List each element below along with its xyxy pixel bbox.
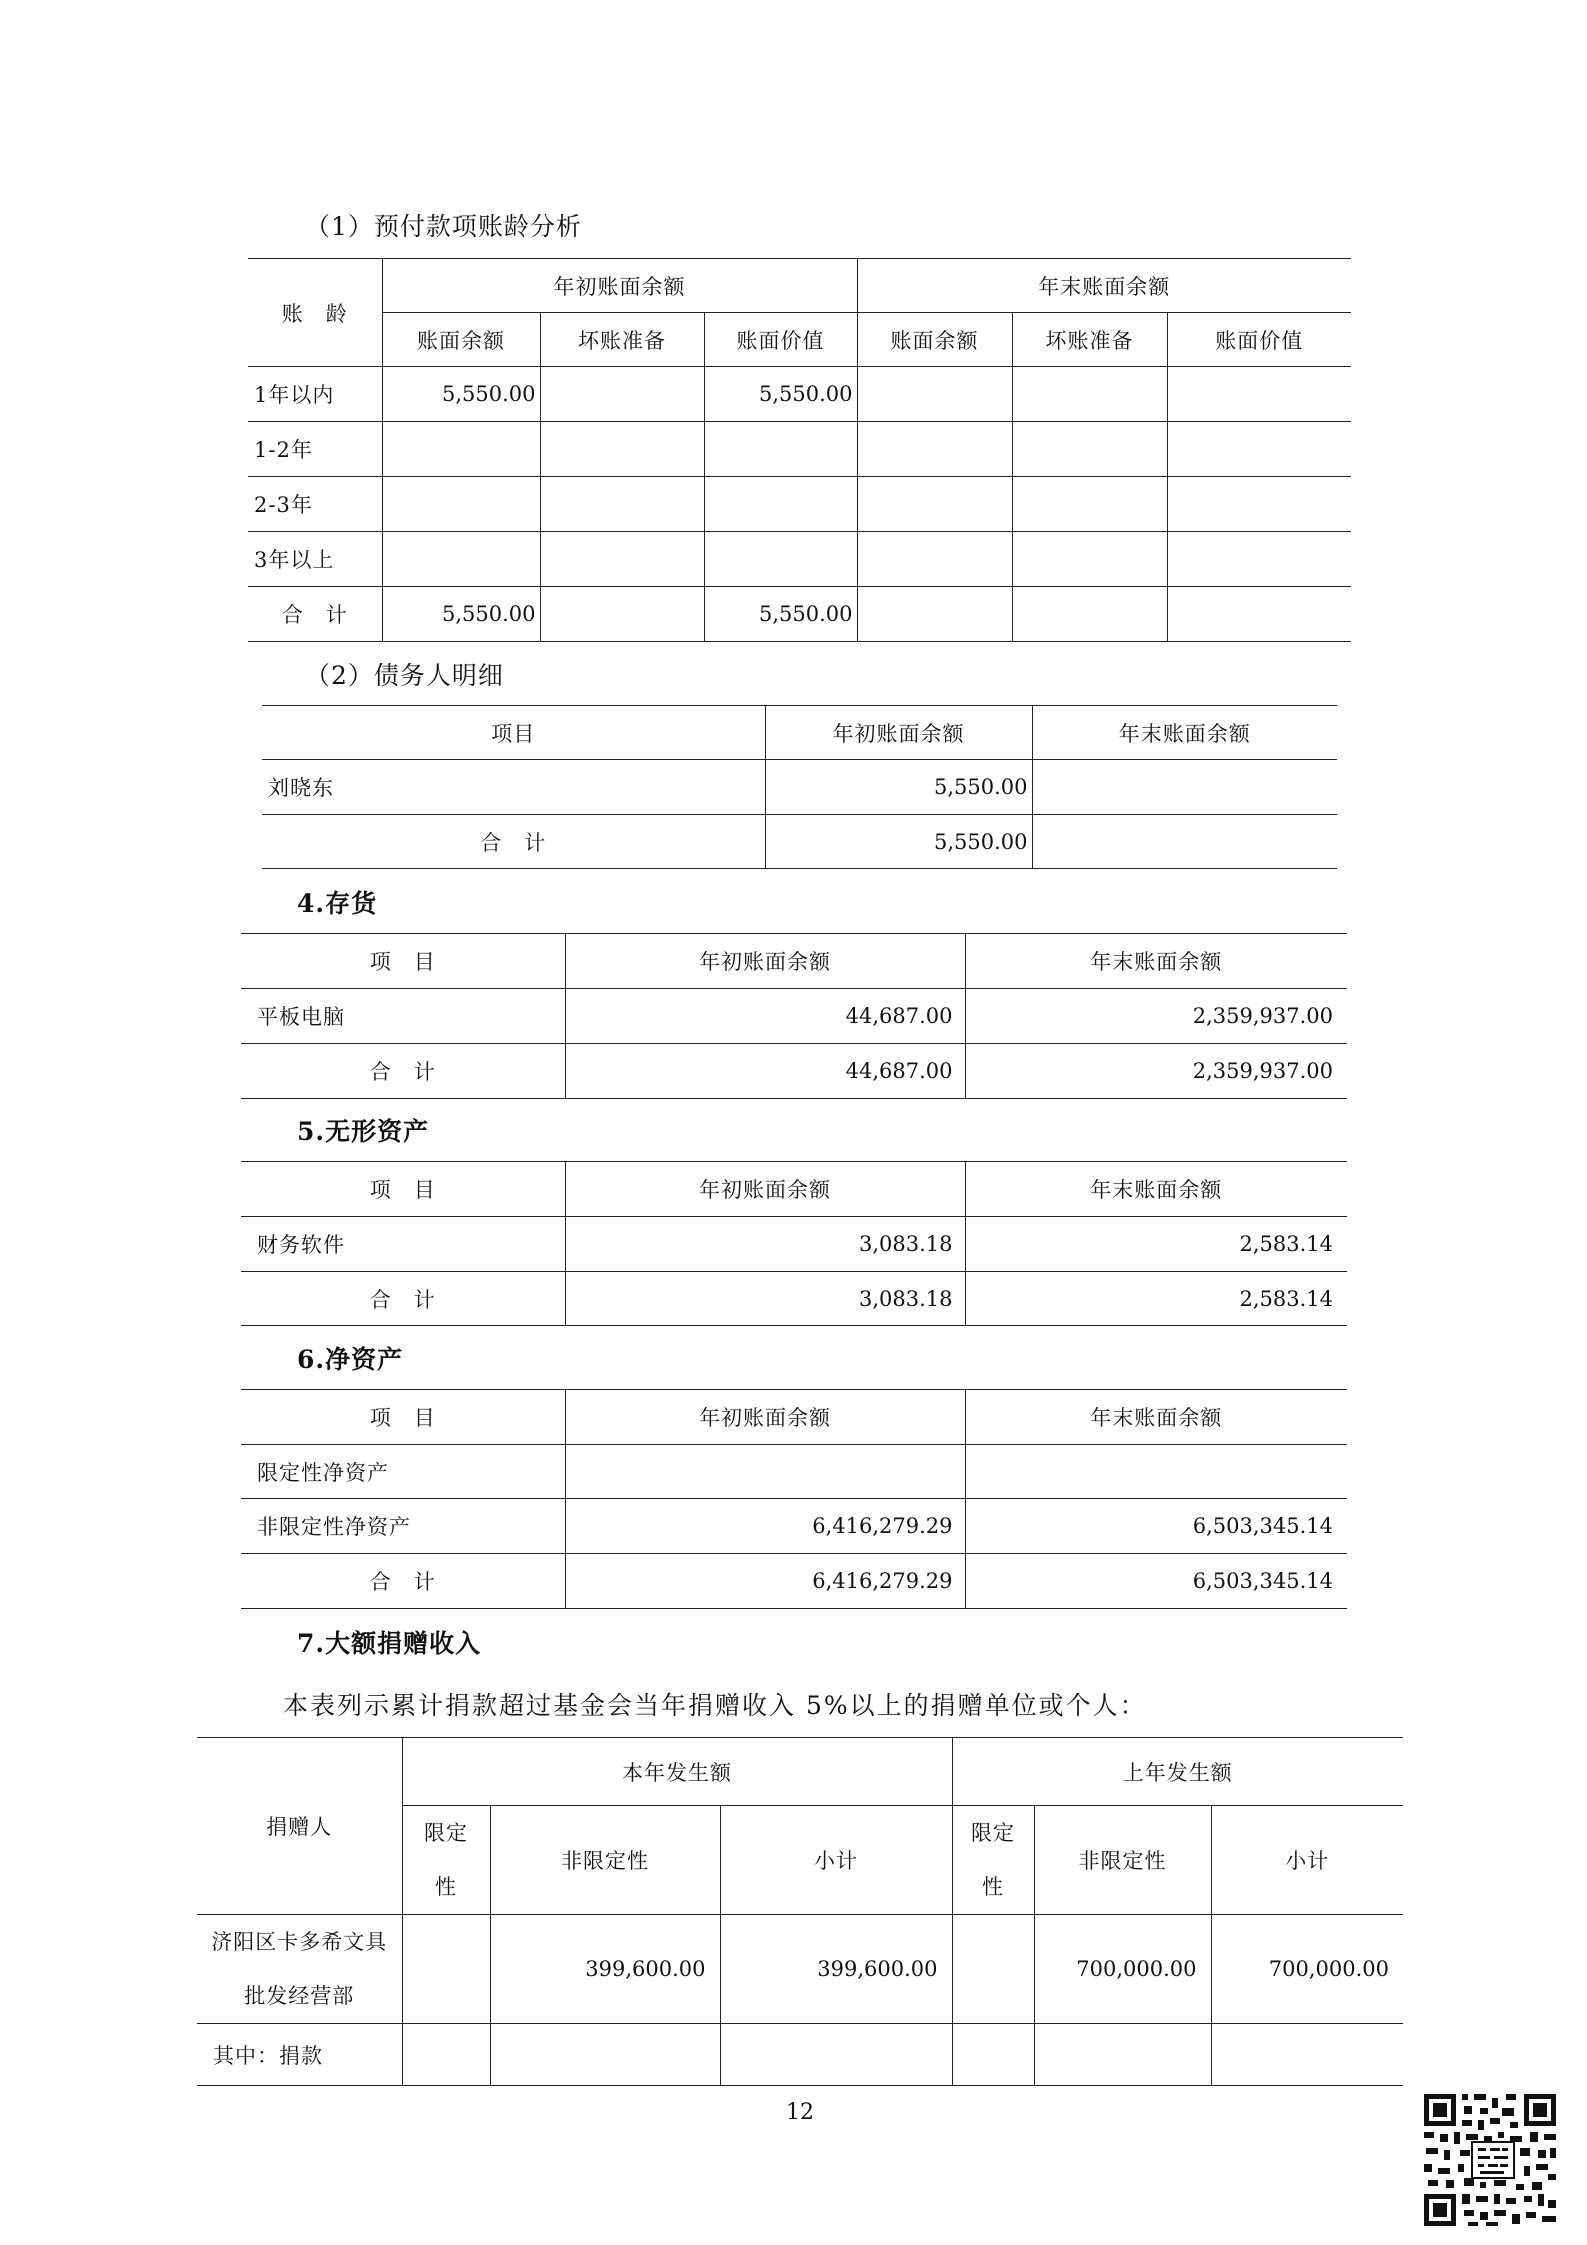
col-header: 年初账面余额 xyxy=(765,706,1032,760)
debtor-title: （2）债务人明细 xyxy=(305,661,504,690)
cell: 6,503,345.14 xyxy=(965,1554,1347,1609)
cell: 2,359,937.00 xyxy=(965,989,1347,1044)
cell xyxy=(402,2024,490,2086)
col-header: 项 目 xyxy=(241,1390,565,1445)
cell: 2,359,937.00 xyxy=(965,1044,1347,1099)
donation-title xyxy=(297,1624,481,1660)
sub-header: 坏账准备 xyxy=(540,313,704,367)
sub-header-subtotal: 小计 xyxy=(720,1806,952,1915)
cell: 5,550.00 xyxy=(765,760,1032,815)
cell: 44,687.00 xyxy=(565,989,965,1044)
col-header: 年初账面余额 xyxy=(565,1162,965,1217)
section-title: .无形资产 xyxy=(315,1117,430,1146)
end-balance-group-header: 年末账面余额 xyxy=(857,259,1351,313)
row-label: 合 计 xyxy=(241,1044,565,1099)
net-assets-title xyxy=(297,1340,403,1376)
cell xyxy=(1032,760,1337,815)
table-row xyxy=(248,477,1351,532)
section-number: 7 xyxy=(297,1629,316,1658)
total-row xyxy=(241,1272,1347,1326)
cell: 6,503,345.14 xyxy=(965,1499,1347,1554)
total-row xyxy=(241,1554,1347,1609)
sub-header: 账面价值 xyxy=(1167,313,1351,367)
table-row xyxy=(248,422,1351,477)
cell xyxy=(857,367,1012,422)
total-row xyxy=(241,1044,1347,1099)
table-row xyxy=(197,2024,1403,2086)
section-title: .存货 xyxy=(315,889,378,918)
table-row xyxy=(241,1445,1347,1499)
qr-code-icon xyxy=(1420,2090,1560,2230)
row-label: 合 计 xyxy=(241,1272,565,1326)
cell xyxy=(704,477,857,532)
section-number: 4 xyxy=(297,889,316,918)
row-label: 财务软件 xyxy=(241,1217,565,1272)
sub-header-unrestricted: 非限定性 xyxy=(1034,1806,1211,1915)
last-year-group-header: 上年发生额 xyxy=(952,1738,1403,1806)
sub-header-subtotal: 小计 xyxy=(1211,1806,1403,1915)
this-year-group-header: 本年发生额 xyxy=(402,1738,952,1806)
col-header: 年末账面余额 xyxy=(965,1390,1347,1445)
cell xyxy=(952,2024,1034,2086)
section-number: 5 xyxy=(297,1117,316,1146)
cell: 5,550.00 xyxy=(704,587,857,642)
cell xyxy=(540,477,704,532)
col-header: 年末账面余额 xyxy=(965,1162,1347,1217)
row-label: 刘晓东 xyxy=(262,760,765,815)
debtor-table xyxy=(262,705,1337,869)
cell xyxy=(565,1445,965,1499)
page-number: 12 xyxy=(786,2100,814,2125)
cell xyxy=(704,532,857,587)
cell xyxy=(402,1915,490,2024)
table-row xyxy=(248,367,1351,422)
col-header: 项 目 xyxy=(241,1162,565,1217)
cell: 399,600.00 xyxy=(720,1915,952,2024)
aging-header: 账 龄 xyxy=(248,259,382,367)
cell xyxy=(952,1915,1034,2024)
row-label: 合 计 xyxy=(248,587,382,642)
table-row xyxy=(262,760,1337,815)
cell: 700,000.00 xyxy=(1034,1915,1211,2024)
cell: 5,550.00 xyxy=(704,367,857,422)
cell xyxy=(1012,587,1167,642)
cell xyxy=(965,1445,1347,1499)
cell xyxy=(857,477,1012,532)
cell xyxy=(382,532,540,587)
cell: 2,583.14 xyxy=(965,1217,1347,1272)
inventory-table xyxy=(241,933,1347,1099)
cell xyxy=(540,367,704,422)
sub-header-restricted: 限定性 xyxy=(952,1806,1034,1915)
cell: 5,550.00 xyxy=(382,367,540,422)
sub-header: 账面余额 xyxy=(857,313,1012,367)
cell xyxy=(382,422,540,477)
section-title: .大额捐赠收入 xyxy=(315,1629,482,1658)
cell xyxy=(382,477,540,532)
sub-header: 账面余额 xyxy=(382,313,540,367)
cell xyxy=(1012,422,1167,477)
donor-header: 捐赠人 xyxy=(197,1738,402,1915)
row-label: 平板电脑 xyxy=(241,989,565,1044)
cell xyxy=(1211,2024,1403,2086)
col-header: 年末账面余额 xyxy=(965,934,1347,989)
col-header: 年初账面余额 xyxy=(565,934,965,989)
row-label: 济阳区卡多希文具批发经营部 xyxy=(197,1915,402,2024)
sub-header-unrestricted: 非限定性 xyxy=(490,1806,720,1915)
cell xyxy=(540,587,704,642)
row-label: 3年以上 xyxy=(248,532,382,587)
table-row xyxy=(248,532,1351,587)
sub-header-restricted: 限定性 xyxy=(402,1806,490,1915)
row-label: 合 计 xyxy=(241,1554,565,1609)
cell xyxy=(1167,477,1351,532)
cell xyxy=(1167,422,1351,477)
intangible-title xyxy=(297,1112,429,1148)
row-label: 2-3年 xyxy=(248,477,382,532)
cell: 3,083.18 xyxy=(565,1272,965,1326)
cell: 2,583.14 xyxy=(965,1272,1347,1326)
cell xyxy=(857,587,1012,642)
cell: 700,000.00 xyxy=(1211,1915,1403,2024)
cell xyxy=(1012,532,1167,587)
cell xyxy=(540,532,704,587)
col-header: 项 目 xyxy=(241,934,565,989)
cell: 5,550.00 xyxy=(382,587,540,642)
cell xyxy=(540,422,704,477)
col-header: 年初账面余额 xyxy=(565,1390,965,1445)
cell xyxy=(490,2024,720,2086)
cell xyxy=(1167,587,1351,642)
cell: 44,687.00 xyxy=(565,1044,965,1099)
begin-balance-group-header: 年初账面余额 xyxy=(382,259,857,313)
sub-header: 坏账准备 xyxy=(1012,313,1167,367)
cell: 6,416,279.29 xyxy=(565,1499,965,1554)
col-header: 年末账面余额 xyxy=(1032,706,1337,760)
cell xyxy=(1167,532,1351,587)
total-row xyxy=(262,815,1337,869)
net-assets-table xyxy=(241,1389,1347,1609)
donation-table xyxy=(197,1737,1403,2086)
cell xyxy=(1032,815,1337,869)
cell xyxy=(857,422,1012,477)
total-row xyxy=(248,587,1351,642)
prepay-aging-table xyxy=(248,258,1351,642)
cell: 399,600.00 xyxy=(490,1915,720,2024)
intangible-table xyxy=(241,1161,1347,1326)
prepay-aging-title: （1）预付款项账龄分析 xyxy=(305,212,582,241)
row-label: 1年以内 xyxy=(248,367,382,422)
table-row xyxy=(197,1915,1403,2024)
cell xyxy=(857,532,1012,587)
cell xyxy=(1012,367,1167,422)
row-label: 限定性净资产 xyxy=(241,1445,565,1499)
cell xyxy=(704,422,857,477)
row-label: 合 计 xyxy=(262,815,765,869)
cell xyxy=(1167,367,1351,422)
table-row xyxy=(241,989,1347,1044)
cell xyxy=(1012,477,1167,532)
cell xyxy=(1034,2024,1211,2086)
inventory-title xyxy=(297,884,377,920)
cell xyxy=(720,2024,952,2086)
row-label: 非限定性净资产 xyxy=(241,1499,565,1554)
row-label: 其中：捐款 xyxy=(197,2024,402,2086)
table-row xyxy=(241,1217,1347,1272)
table-row xyxy=(241,1499,1347,1554)
sub-header: 账面价值 xyxy=(704,313,857,367)
section-number: 6 xyxy=(297,1345,316,1374)
cell: 3,083.18 xyxy=(565,1217,965,1272)
row-label: 1-2年 xyxy=(248,422,382,477)
section-title: .净资产 xyxy=(315,1345,404,1374)
cell: 6,416,279.29 xyxy=(565,1554,965,1609)
col-header: 项目 xyxy=(262,706,765,760)
cell: 5,550.00 xyxy=(765,815,1032,869)
donation-note: 本表列示累计捐款超过基金会当年捐赠收入 5%以上的捐赠单位或个人： xyxy=(283,1691,1147,1720)
